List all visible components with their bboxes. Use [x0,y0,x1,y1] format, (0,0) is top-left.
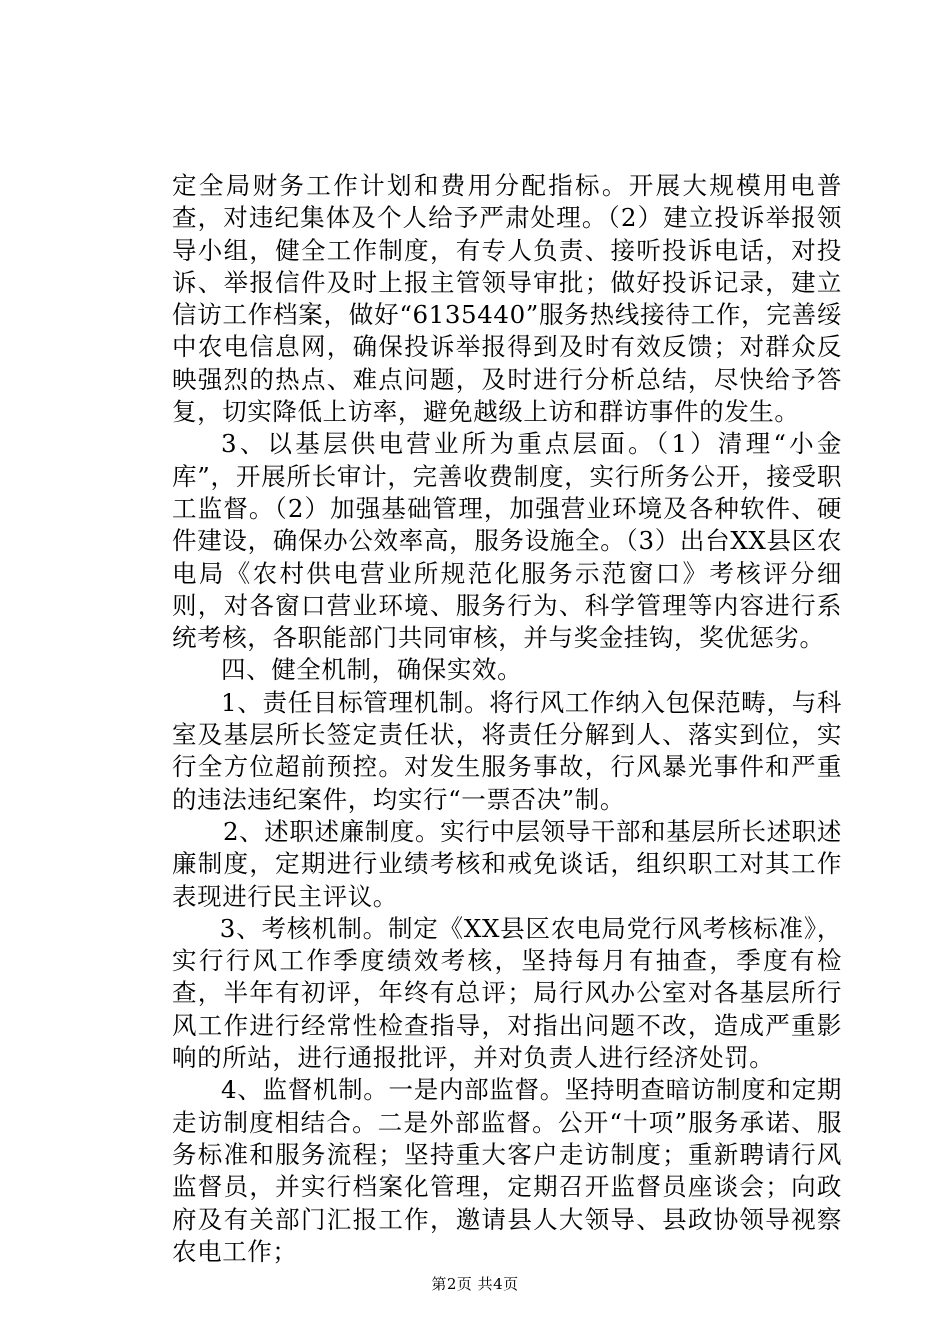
paragraph-continued: 定全局财务工作计划和费用分配指标。开展大规模用电普查，对违纪集体及个人给予严肃处理。（2）建立投诉举报领导小组，健全工作制度，有专人负责、接听投诉电话，对投诉、举报信件及时上报主管领导审批；做好投诉记录，建立信访工作档案，做好“6135440”服务热线接待工作，完善绥中农电信息网，确保投诉举报得到及时有效反馈；对群众反映强烈的热点、难点问题，及时进行分析总结，尽快给予答复，切实降低上访率，避免越级上访和群访事件的发生。 [172,171,842,427]
paragraph-item-3: 3、以基层供电营业所为重点层面。（1）清理“小金库”，开展所长审计，完善收费制度，实行所务公开，接受职工监督。（2）加强基础管理，加强营业环境及各种软件、硬件建设，确保办公效率高，服务设施全。（3）出台XX县区农电局《农村供电营业所规范化服务示范窗口》考核评分细则，对各窗口营业环境、服务行为、科学管理等内容进行系统考核，各职能部门共同审核，并与奖金挂钩，奖优惩劣。 [172,429,842,653]
section-heading-4: 四、健全机制，确保实效。 [221,655,523,685]
paragraph-item-3b: 3、考核机制。制定《XX县区农电局党行风考核标准》，实行行风工作季度绩效考核，坚持每月有抽查，季度有检查，半年有初评，年终有总评；局行风办公室对各基层所行风工作进行经常性检查指导，对指出问题不改，造成严重影响的所站，进行通报批评，并对负责人进行经济处罚。 [172,913,842,1073]
paragraph-item-1: 1、责任目标管理机制。将行风工作纳入包保范畴，与科室及基层所长签定责任状，将责任分解到人、落实到位，实行全方位超前预控。对发生服务事故，行风暴光事件和严重的违法违纪案件，均实行“一票否决”制。 [172,687,842,814]
paragraph-item-4: 4、监督机制。一是内部监督。坚持明查暗访制度和定期走访制度相结合。二是外部监督。公开“十项”服务承诺、服务标准和服务流程；坚持重大客户走访制度；重新聘请行风监督员，并实行档案化管理，定期召开监督员座谈会；向政府及有关部门汇报工作，邀请县人大领导、县政协领导视察农电工作； [172,1075,842,1266]
paragraph-item-2: 2、述职述廉制度。实行中层领导干部和基层所长述职述廉制度，定期进行业绩考核和戒免谈话，组织职工对其工作表现进行民主评议。 [172,816,842,911]
document-body [172,170,842,1268]
page-number-footer: 第2页 共4页 [431,1275,519,1293]
